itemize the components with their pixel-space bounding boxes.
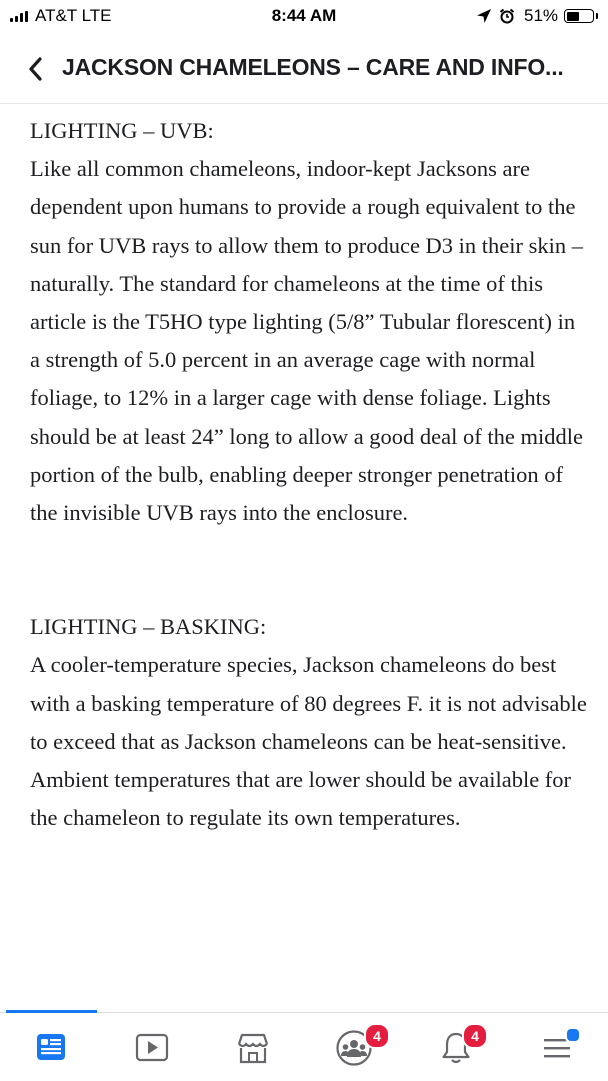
carrier-label: AT&T LTE [35,6,112,25]
tab-menu[interactable] [505,1013,606,1081]
chevron-left-icon[interactable] [22,54,52,84]
section-spacer [30,532,590,608]
battery-icon [564,9,594,23]
news-feed-icon [35,1031,67,1063]
navigation-header [0,34,608,104]
tab-notifications[interactable] [404,1013,505,1081]
status-time: 8:44 AM [271,6,337,25]
status-bar [0,0,608,34]
section-paragraph: A cooler-temperature species, Jackson chameleons do best with a basking temperature of 80 degrees F. it is not advisable to exceed that as Jackson chameleons can be heat-sensitive. Ambient temperatures that are lower should be available for the chameleon to regulate its own temperatures. [30,652,587,831]
section-heading: LIGHTING – UVB: [30,118,214,143]
groups-badge: 4 [364,1023,390,1049]
alarm-icon [499,8,515,24]
tab-news-feed[interactable] [0,1013,101,1081]
battery-percent: 51% [524,6,559,25]
tab-watch[interactable] [101,1013,202,1081]
battery-tip [596,13,598,19]
article-body [30,112,590,837]
menu-notification-dot [565,1027,581,1043]
section-paragraph: Like all common chameleons, indoor-kept Jacksons are dependent upon humans to provide a rough equivalent to the sun for UVB rays to allow them to produce D3 in their skin – naturally. The standard for chameleons at the time of this article is the T5HO type lighting (5/8” Tubular florescent) in a strength of 5.0 percent in an average cage with normal foliage, to 12% in a larger cage with dense foliage. Lights should be at least 24” long to allow a good deal of the middle portion of the bulb, enabling deeper stronger penetration of the invisible UVB rays into the enclosure. [30,156,584,526]
battery-level-fill [567,12,579,21]
article-section-basking [30,608,590,837]
tab-groups[interactable] [303,1013,404,1081]
tab-marketplace[interactable] [202,1013,303,1081]
location-arrow-icon [476,8,492,24]
section-heading: LIGHTING – BASKING: [30,614,267,640]
page-title: JACKSON CHAMELEONS – CARE AND INFO... [62,54,564,80]
watch-video-icon [135,1031,169,1063]
marketplace-icon [235,1031,271,1065]
notifications-badge: 4 [462,1023,488,1049]
article-section-uvb [30,112,590,532]
bottom-tab-bar [0,1012,608,1080]
